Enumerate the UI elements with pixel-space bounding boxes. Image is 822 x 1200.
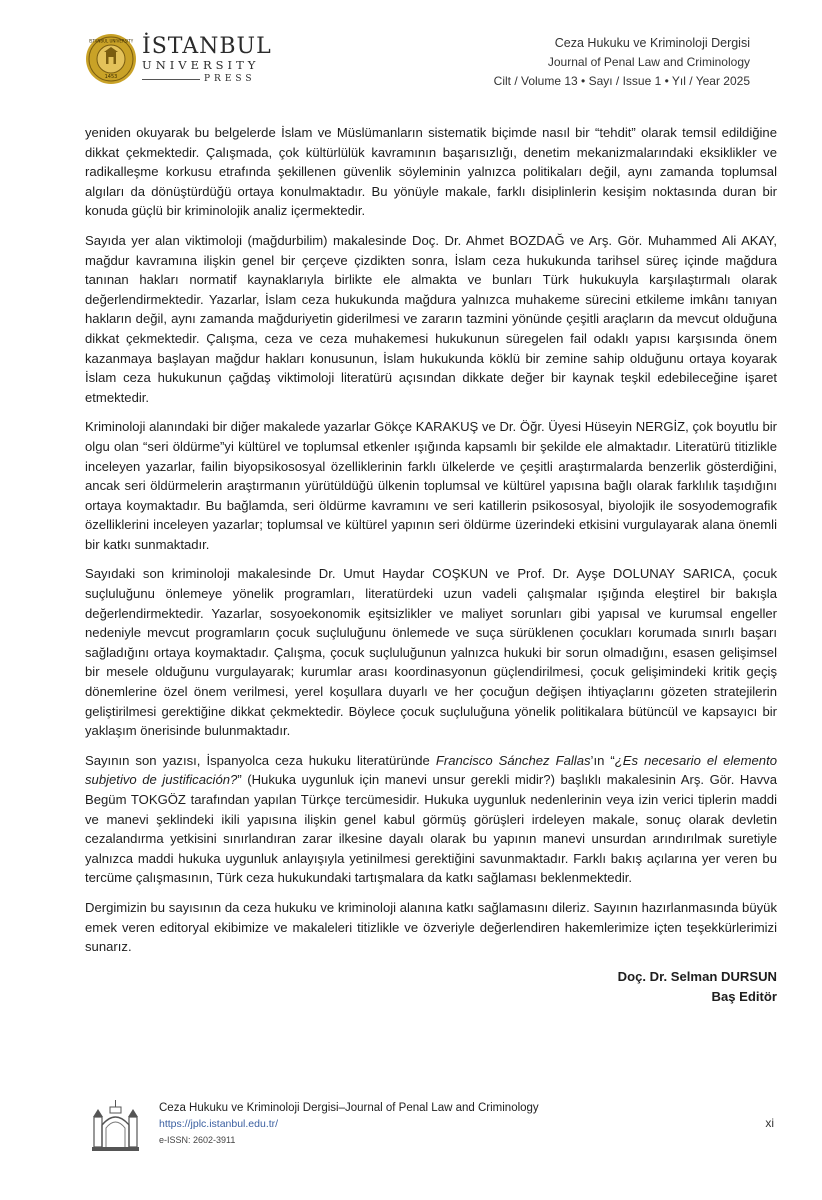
- paragraph-2: Sayıda yer alan viktimoloji (mağdurbilim) makalesinde Doç. Dr. Ahmet BOZDAĞ ve Arş. Gör. Muhammed Ali AKAY, mağdur kavramına ilişkin genel bir çerçeve çizdikten sonra, İslam ceza hukukunda tarihsel süreç içinde mağdura tanınan hakları normatif kaynaklarıyla birlikte ele almakta ve bunları Türk hukukuyla karşılaştırmalı olarak değerlendirmektedir. Yazarlar, İslam ceza hukukunda mağdura yalnızca muhakeme sürecini etkileme imkânı tanıyan hakların değil, aynı zamanda mağduriyetin giderilmesi ve zararın tazmini yönünde çeşitli araçların da mevcut olduğuna dikkat çekmektedir. Çalışma, ceza ve ceza muhakemesi hukukunun süregelen fail odaklı yapısı karşısında önem kazanmaya başlayan mağdur hakları konusunun, İslam hukukunda köklü bir zemine sahip olduğunu ortaya koyarak İslam ceza hukukunun çağdaş viktimoloji literatürü açısından dikkate değer bir kaynak teşkil edebileceğine işaret etmektedir.: [85, 232, 777, 405]
- journal-title-en: Journal of Penal Law and Criminology: [547, 55, 750, 69]
- publisher-press: PRESS: [142, 74, 252, 85]
- signature-name: Doç. Dr. Selman DURSUN: [617, 968, 777, 984]
- cited-author: Francisco Sánchez Fallas: [435, 752, 591, 768]
- signature-role: Baş Editör: [711, 988, 777, 1004]
- university-gate-icon: [88, 1095, 143, 1155]
- journal-title-tr: Ceza Hukuku ve Kriminoloji Dergisi: [554, 36, 750, 50]
- paragraph-5-part-c: ” (Hukuka uygunluk için manevi unsur gerekli midir?) başlıklı makalesinin Arş. Gör. Havva Begüm TOKGÖZ tarafından yapılan Türkçe tercümesidir. Hukuka uygunluk nedenlerinin veya izin verici tiplerin maddi ve manevi şeklindeki ikili yapısına ilişkin genel kabul görmüş görüşleri irdeleyen makale, sonuç olarak devletin cezalandırma yetkisini sınırlandıran zarar ilkesine dayalı olarak bu yapının manevi unsurdan arındırılmak suretiyle yalnızca maddi hukuka uygunluk anlayışıyla yetinilmesi gerektiğini savunmaktadır. Farklı bakış açılarına yer veren bu tercüme çalışmasının, Türk ceza hukukundaki tartışmalara da katkı sağlaması beklenmektedir.: [85, 772, 778, 886]
- publisher-logo: [142, 34, 272, 85]
- footer-url-link[interactable]: https://jplc.istanbul.edu.tr/: [159, 1118, 279, 1130]
- paragraph-4: Sayıdaki son kriminoloji makalesinde Dr. Umut Haydar COŞKUN ve Prof. Dr. Ayşe DOLUNAY SARICA, çocuk suçluluğunu önlemeye yönelik programları, literatürdeki uzun vadeli çalışmalar ışığında eleştirel bir bakışla değerlendirmektedir. Yazarlar, sosyoekonomik eşitsizlikler ve maliyet sorunları gibi yapısal ve kurumsal engeller nedeniyle mevcut programların çocuk suçluluğunu önlemede ve suça sürüklenen çocukları korumada sınırlı başarı sağladığını ortaya koymaktadır. Çalışma, çocuk suçluluğunun yalnızca hukuki bir sorun olmadığını, esasen gelişimsel bir mesele olduğunu vurgulayarak; kurumlar arası koordinasyonun güçlendirilmesi, çocuk gelişimindeki kritik geçiş dönemlerine özel önem verilmesi, yerel koşullara duyarlı ve her çocuğun değişen ihtiyaçlarını gözeten stratejilerin geliştirilmesi gerektiğine dikkat çekmektedir. Böylece çocuk suçluluğuna yönelik politikalara bütüncül ve kapsayıcı bir yaklaşım önerisinde bulunmaktadır.: [85, 566, 777, 739]
- paragraph-5-part-a: Sayının son yazısı, İspanyolca ceza hukuku literatüründe: [85, 752, 436, 768]
- page-header: [0, 0, 822, 105]
- publisher-sub: UNIVERSITY: [142, 58, 260, 72]
- paragraph-3: Kriminoloji alanındaki bir diğer makalede yazarlar Gökçe KARAKUŞ ve Dr. Öğr. Üyesi Hüseyin NERGİZ, çok boyutlu bir olgu olan “seri öldürme”yi kültürel ve toplumsal etkenler ışığında kapsamlı bir şekilde ele almaktadır. Literatürü titizlikle inceleyen yazarlar, failin biyopsikososyal özelliklerinin farklı ülkelerde ve çeşitli araştırmalarda benzerlik gösterdiğini, ancak seri öldürmelerin araştırmanın yürütüldüğü ülkenin toplumsal ve kültürel yapısına bağlı olarak farklılık taşıdığını ortaya koymaktadır. Bu bağlamda, seri öldürme kavramını ve seri katillerin psikososyal, biyolojik ile sosyodemografik özelliklerini inceleyen yazarlar; toplumsal ve kültürel yapının seri öldürme üzerindeki etkisini vurgulayarak alana önemli bir katkı sunmaktadır.: [85, 419, 777, 552]
- paragraph-6: Dergimizin bu sayısının da ceza hukuku ve kriminoloji alanına katkı sağlamasını dileriz. Sayının hazırlanmasında büyük emek veren editoryal ekibimize ve makaleleri titizlikle ve özveriyle değerlendiren hakemlerimize içten teşekkürlerimizi sunarız.: [85, 899, 777, 955]
- paragraph-5: [85, 751, 777, 888]
- issue-line: Cilt / Volume 13 • Sayı / Issue 1 • Yıl / Year 2025: [493, 74, 750, 88]
- university-seal-icon: [85, 33, 137, 85]
- footer-journal-line: Ceza Hukuku ve Kriminoloji Dergisi–Journal of Penal Law and Criminology: [159, 1102, 539, 1114]
- cited-title: ¿Es necesario el elemento subjetivo de justificación?: [85, 752, 777, 788]
- publisher-name: İSTANBUL: [142, 34, 272, 59]
- signature-block: [85, 967, 777, 1007]
- page-number: xi: [765, 1116, 774, 1130]
- seal-text: ISTANBUL UNIVERSITY: [88, 38, 134, 44]
- paragraph-5-part-b: ’ın “: [590, 752, 615, 768]
- journal-info: [494, 34, 750, 91]
- footer-text: [159, 1100, 539, 1148]
- page-footer: [0, 1085, 822, 1175]
- seal-year: 1453: [104, 74, 118, 80]
- paragraph-1: yeniden okuyarak bu belgelerde İslam ve Müslümanların sistematik biçimde nasıl bir “tehdit” olarak temsil edildiğine dikkat çekmektedir. Çalışmada, çok kültürlülük kavramının başarısızlığı, denetim mekanizmalarındaki eksiklikler ve radikalleşme korkusu etrafında şekillenen güvenlik söyleminin yalnızca politikaları değil, aynı zamanda toplumsal algıları da dönüştürdüğü ortaya konulmaktadır. Bu yönüyle makale, farklı disiplinlerin kesişim noktasında duran bir konuda güçlü bir kriminolojik analiz içermektedir.: [85, 125, 777, 219]
- footer-issn: e-ISSN: 2602-3911: [159, 1135, 236, 1145]
- editorial-body: [85, 123, 777, 1007]
